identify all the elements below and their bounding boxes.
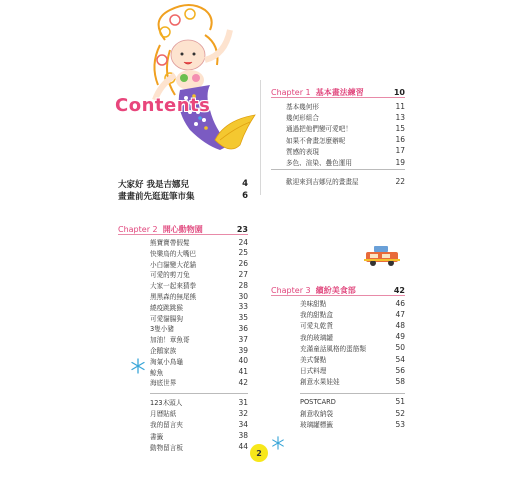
chapter-2-extra-rule (150, 393, 248, 394)
chapter-3-prefix: Chapter 3 (271, 286, 311, 295)
list-item-page: 15 (395, 123, 405, 133)
chapter-1-extra-rule (271, 169, 405, 170)
list-item-page: 22 (395, 176, 405, 186)
list-item[interactable] (300, 343, 405, 353)
list-item[interactable] (286, 135, 405, 145)
chapter-3-rule (271, 295, 405, 296)
list-item[interactable] (150, 302, 248, 312)
list-item[interactable] (150, 431, 248, 441)
list-item-page: 19 (395, 157, 405, 167)
chapter-1-prefix: Chapter 1 (271, 88, 311, 97)
list-item-label: 可愛的剪刀兔 (150, 271, 190, 280)
list-item-label: 鯨魚 (150, 368, 164, 377)
list-item-label: 123木頭人 (150, 399, 183, 407)
list-item-label: 我的甜點盒 (300, 311, 333, 320)
chapter-2-prefix: Chapter 2 (118, 225, 158, 234)
list-item[interactable] (150, 280, 248, 290)
list-item-page: 25 (238, 248, 248, 258)
list-item[interactable] (150, 248, 248, 258)
list-item-label: 創意收納袋 (300, 410, 333, 419)
list-item-page: 52 (395, 408, 405, 418)
list-item-label: 幾何形組合 (286, 114, 319, 123)
list-item-page: 31 (238, 397, 248, 407)
contents-title: Contents (115, 95, 211, 116)
list-item[interactable] (300, 365, 405, 375)
list-item-label: 通過把他們變可愛吧！ (286, 125, 352, 134)
list-item-page: 16 (395, 135, 405, 145)
taxi-icon (362, 244, 402, 270)
list-item-page: 56 (395, 365, 405, 375)
list-item-page: 13 (395, 112, 405, 122)
list-item[interactable] (150, 419, 248, 429)
list-item-label: 3隻小豬 (150, 325, 174, 334)
list-item[interactable] (300, 397, 405, 406)
list-item-label: 如果不會畫怎麼辦呢 (286, 136, 346, 145)
list-item[interactable] (300, 320, 405, 330)
list-item-label: 海底世界 (150, 379, 177, 388)
list-item-label: 美式餐點 (300, 356, 327, 364)
list-item-label: 月曆貼紙 (150, 410, 177, 419)
list-item-page: 35 (238, 313, 248, 323)
list-item[interactable] (300, 354, 405, 364)
list-item-label: 動物留言板 (150, 443, 183, 452)
list-item-page: 42 (238, 377, 248, 387)
list-item-page: 38 (238, 431, 248, 441)
list-item-page: 51 (395, 397, 405, 406)
chapter-3-name: 繽紛美食部 (315, 286, 356, 295)
chapter-2-name: 開心動物園 (162, 225, 203, 234)
list-item[interactable] (300, 298, 405, 308)
chapter-1-name: 基本畫法練習 (315, 88, 364, 97)
list-item-page: 34 (238, 419, 248, 429)
list-item[interactable] (150, 237, 248, 247)
list-item-label: 歡迎來到吉娜兒的畫畫屋 (286, 178, 359, 186)
list-item-page: 39 (238, 345, 248, 355)
list-item-label: 我的玻璃罐 (300, 333, 333, 342)
chapter-2-page: 23 (236, 225, 248, 234)
list-item[interactable] (150, 323, 248, 333)
chapter-1-rule (271, 97, 405, 98)
snowflake-icon (130, 358, 146, 374)
list-item[interactable] (150, 313, 248, 323)
list-item-label: 小白貓變大花貓 (150, 260, 197, 269)
list-item-page: 27 (238, 269, 248, 279)
list-item-page: 28 (238, 280, 248, 290)
list-item-label: POSTCARD (300, 397, 336, 406)
list-item[interactable] (286, 123, 405, 133)
list-item-page: 53 (395, 419, 405, 429)
list-item-label: 大家一起來猜拳 (150, 282, 197, 291)
chapter-3-extra-rule (300, 393, 405, 394)
list-item[interactable] (150, 367, 248, 377)
list-item-label: 我的留言夾 (150, 421, 183, 430)
list-item-page: 50 (395, 343, 405, 353)
list-item[interactable] (286, 112, 405, 122)
list-item-page: 54 (395, 354, 405, 364)
list-item[interactable] (150, 334, 248, 344)
list-item-page: 48 (395, 320, 405, 330)
list-item[interactable] (286, 157, 405, 167)
list-item-page: 58 (395, 376, 405, 386)
list-item-label: 加油！章魚哥 (150, 336, 190, 345)
list-item-page: 24 (238, 237, 248, 247)
intro-page: 4 (242, 179, 248, 189)
intro-item[interactable] (118, 178, 248, 190)
list-item[interactable] (150, 356, 248, 366)
snowflake-icon (271, 436, 285, 450)
list-item[interactable] (150, 291, 248, 301)
list-item-page: 36 (238, 323, 248, 333)
list-item-page: 49 (395, 332, 405, 342)
list-item-page: 41 (238, 367, 248, 377)
list-item[interactable] (300, 309, 405, 319)
list-item-page: 26 (238, 259, 248, 269)
list-item-label: 快樂鳥的大嘴巴 (150, 249, 197, 258)
list-item-page: 32 (238, 408, 248, 418)
list-item-label: 企鵝家族 (150, 347, 177, 355)
intro-page: 6 (242, 191, 248, 201)
list-item-label: 淘氣小鳥龜 (150, 357, 183, 366)
intro-label: 畫畫前先逛逛筆市集 (118, 192, 195, 202)
list-item-label: 玻璃罐標籤 (300, 421, 333, 430)
list-item[interactable] (150, 408, 248, 418)
list-item[interactable] (150, 345, 248, 355)
list-item-label: 書籤 (150, 432, 164, 441)
chapter-1-page: 10 (393, 88, 405, 97)
list-item-label: 質感的表現 (286, 147, 319, 156)
list-item-page: 40 (238, 356, 248, 366)
list-item[interactable] (300, 332, 405, 342)
list-item[interactable] (150, 269, 248, 279)
list-item-label: 可愛貓腸狗 (150, 314, 183, 323)
list-item-label: 多色、渲染、疊色運用 (286, 159, 352, 167)
list-item[interactable] (286, 101, 405, 111)
list-item-label: 繞疫跳跳猴 (150, 303, 183, 312)
list-item-label: 充滿童話風格的蛋筋類 (300, 344, 366, 353)
list-item[interactable] (300, 408, 405, 418)
list-item-label: 熊寶寶帶假髮 (150, 239, 190, 247)
list-item-page: 30 (238, 291, 248, 301)
list-item[interactable] (150, 442, 248, 452)
chapter-1-extra-item[interactable] (286, 176, 405, 186)
list-item[interactable] (150, 377, 248, 387)
list-item-page: 44 (238, 442, 248, 452)
list-item-page: 33 (238, 302, 248, 312)
list-item-label: 創意水果娃娃 (300, 378, 340, 387)
list-item-page: 37 (238, 334, 248, 344)
page-number-badge: 2 (250, 444, 268, 462)
mermaid-illustration (120, 0, 270, 160)
list-item-label: 基本幾何形 (286, 103, 319, 111)
intro-label: 大家好 我是吉娜兒 (118, 180, 189, 190)
list-item[interactable] (286, 146, 405, 156)
chapter-2-rule (118, 234, 248, 235)
chapter-3-page: 42 (393, 286, 405, 295)
list-item[interactable] (150, 259, 248, 269)
list-item[interactable] (300, 376, 405, 386)
list-item-page: 17 (395, 146, 405, 156)
list-item-page: 46 (395, 298, 405, 308)
list-item[interactable] (150, 397, 248, 407)
list-item[interactable] (300, 419, 405, 429)
column-divider (260, 80, 261, 195)
intro-item[interactable] (118, 190, 248, 202)
list-item-page: 11 (395, 101, 405, 111)
list-item-label: 日式料理 (300, 367, 327, 376)
list-item-label: 可愛丸乾貨 (300, 322, 333, 331)
list-item-label: 黑黑森的無尾熊 (150, 293, 197, 301)
list-item-label: 美味甜點 (300, 300, 327, 308)
list-item-page: 47 (395, 309, 405, 319)
